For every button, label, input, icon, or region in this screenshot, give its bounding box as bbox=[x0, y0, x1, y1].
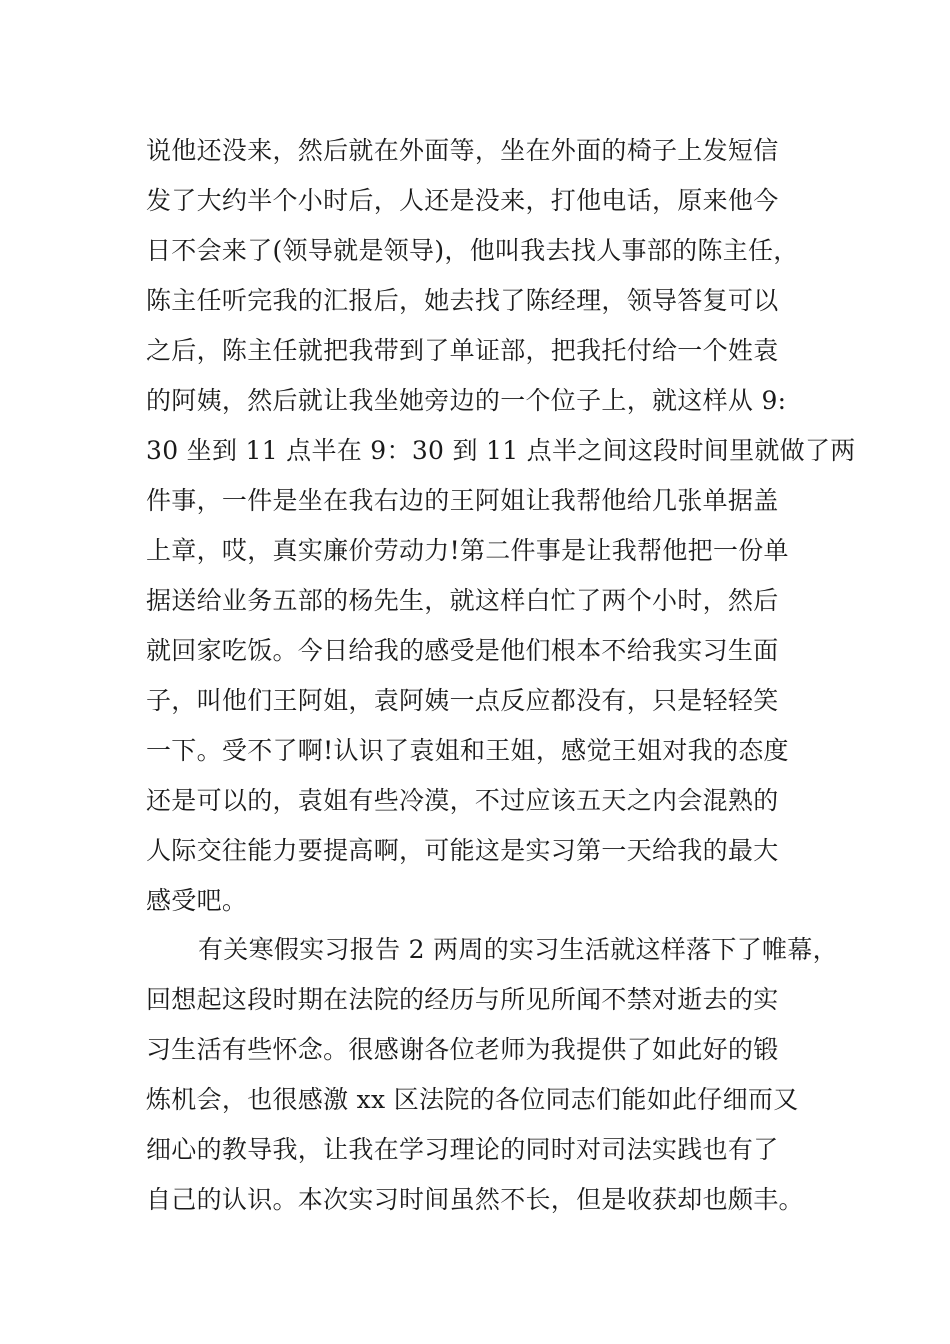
paragraph-2-line: 回想起这段时期在法院的经历与所见所闻不禁对逝去的实 bbox=[146, 985, 779, 1014]
paragraph-1-line: 件事，一件是坐在我右边的王阿姐让我帮他给几张单据盖 bbox=[146, 486, 779, 515]
paragraph-1-line: 之后，陈主任就把我带到了单证部，把我托付给一个姓袁 bbox=[146, 336, 779, 365]
paragraph-1-line: 的阿姨，然后就让我坐她旁边的一个位子上，就这样从 9: bbox=[146, 386, 787, 415]
paragraph-2-line: 有关寒假实习报告 2 两周的实习生活就这样落下了帷幕， bbox=[198, 935, 838, 964]
paragraph-2-line: 炼机会，也很感激 xx 区法院的各位同志们能如此仔细而又 bbox=[146, 1085, 799, 1114]
paragraph-1-line: 还是可以的，袁姐有些冷漠，不过应该五天之内会混熟的 bbox=[146, 786, 779, 815]
paragraph-1-line: 据送给业务五部的杨先生，就这样白忙了两个小时，然后 bbox=[146, 586, 779, 615]
paragraph-1-line: 30 坐到 11 点半在 9：30 到 11 点半之间这段时间里就做了两 bbox=[146, 436, 856, 465]
paragraph-1-line: 上章，哎，真实廉价劳动力!第二件事是让我帮他把一份单 bbox=[146, 536, 789, 565]
paragraph-2-line: 细心的教导我，让我在学习理论的同时对司法实践也有了 bbox=[146, 1135, 779, 1164]
paragraph-1-line: 子，叫他们王阿姐，袁阿姨一点反应都没有，只是轻轻笑 bbox=[146, 686, 779, 715]
paragraph-2-line: 习生活有些怀念。很感谢各位老师为我提供了如此好的锻 bbox=[146, 1035, 779, 1064]
paragraph-1-line: 感受吧。 bbox=[146, 886, 248, 915]
paragraph-1-line: 陈主任听完我的汇报后，她去找了陈经理，领导答复可以 bbox=[146, 286, 779, 315]
paragraph-1-line: 一下。受不了啊!认识了袁姐和王姐，感觉王姐对我的态度 bbox=[146, 736, 789, 765]
paragraph-1-line: 人际交往能力要提高啊，可能这是实习第一天给我的最大 bbox=[146, 836, 779, 865]
paragraph-1-line: 日不会来了(领导就是领导)，他叫我去找人事部的陈主任， bbox=[146, 236, 799, 265]
paragraph-1-line: 就回家吃饭。今日给我的感受是他们根本不给我实习生面 bbox=[146, 636, 779, 665]
paragraph-1-line: 说他还没来，然后就在外面等，坐在外面的椅子上发短信 bbox=[146, 136, 779, 165]
paragraph-2-line: 自己的认识。本次实习时间虽然不长，但是收获却也颇丰。 bbox=[146, 1185, 804, 1214]
paragraph-1-line: 发了大约半个小时后，人还是没来，打他电话，原来他今 bbox=[146, 186, 779, 215]
